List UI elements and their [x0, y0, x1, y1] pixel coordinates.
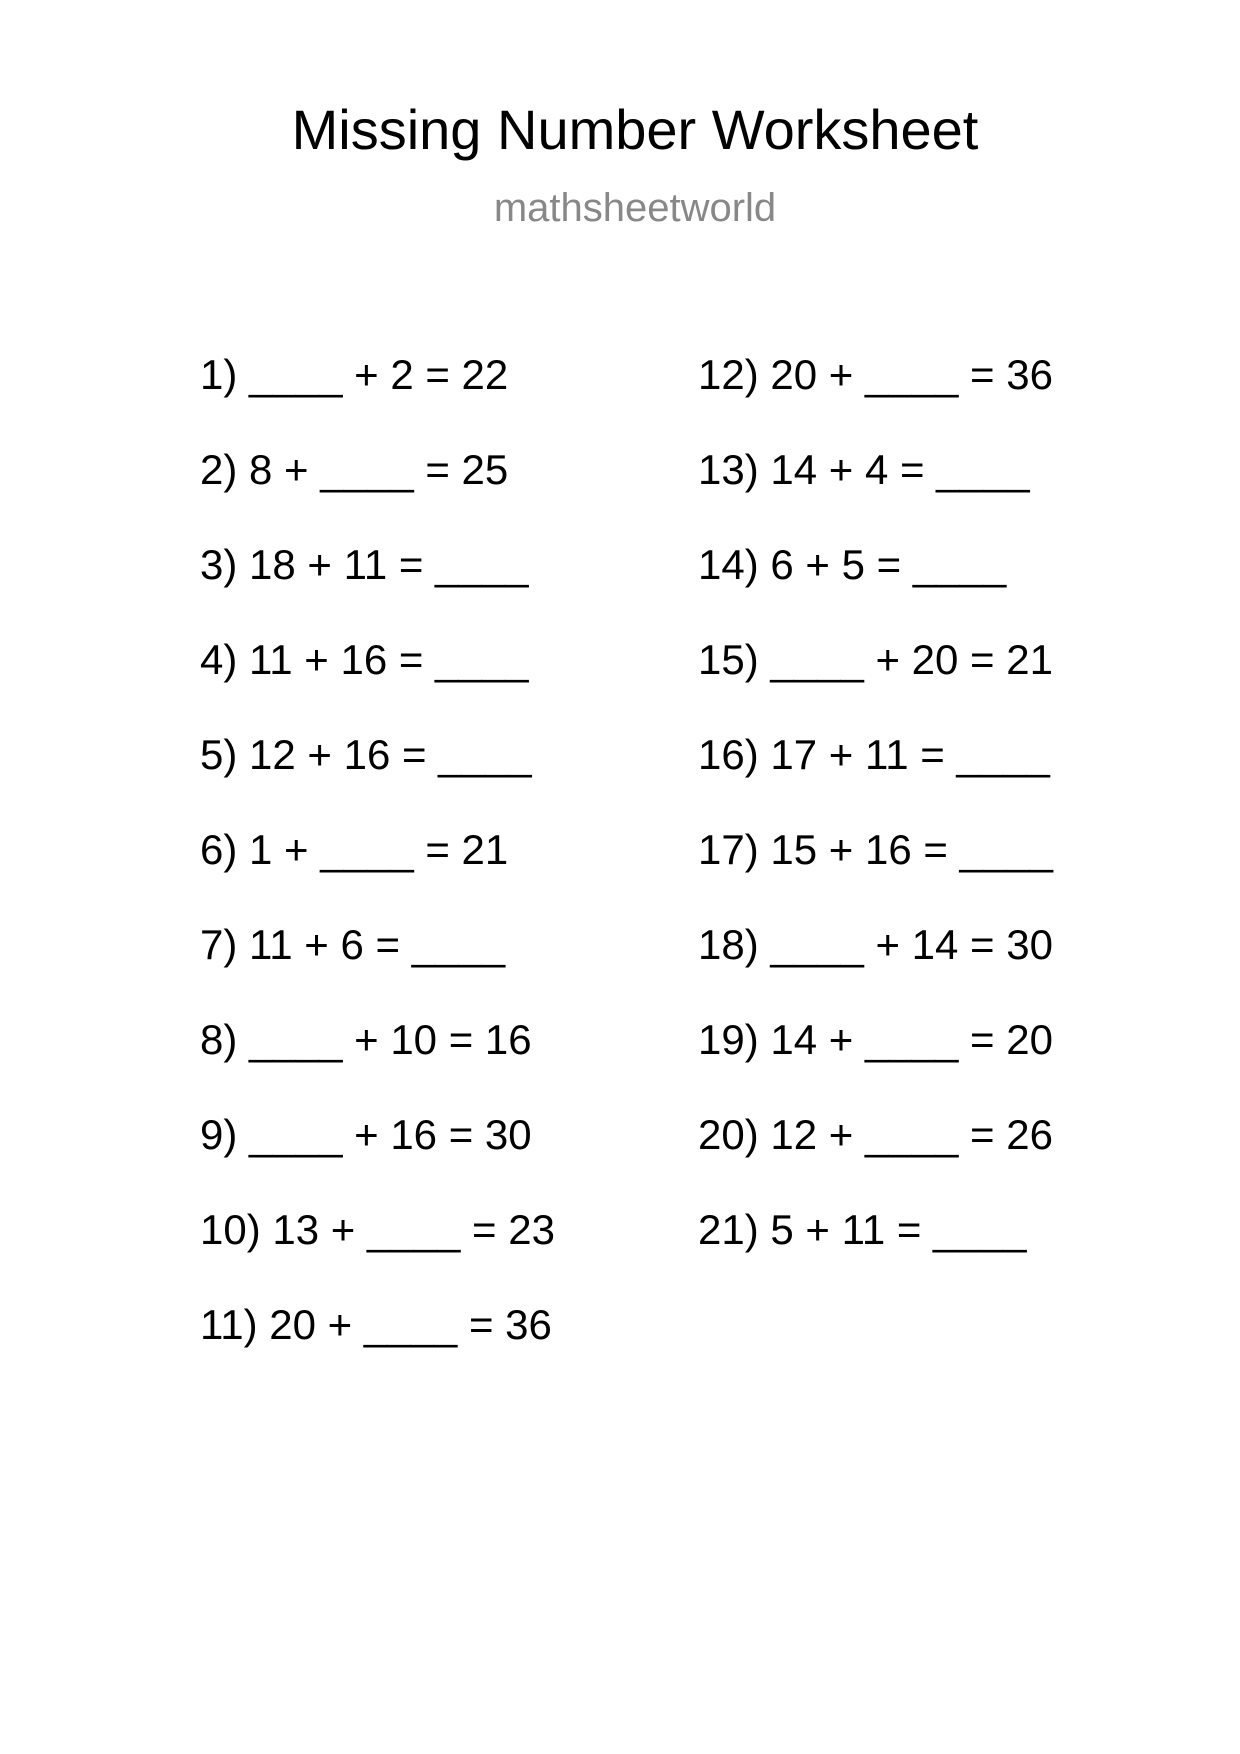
problem-15: 15) ____ + 20 = 21 — [698, 636, 1053, 683]
problems-right-column — [698, 350, 1053, 1300]
problem-5: 5) 12 + 16 = ____ — [200, 731, 532, 778]
problem-1: 1) ____ + 2 = 22 — [200, 351, 509, 398]
problem-3: 3) 18 + 11 = ____ — [200, 541, 529, 588]
problem-8: 8) ____ + 10 = 16 — [200, 1016, 532, 1063]
problems-left-column — [200, 350, 555, 1395]
problem-2: 2) 8 + ____ = 25 — [200, 446, 509, 493]
problem-7: 7) 11 + 6 = ____ — [200, 921, 506, 968]
page-subtitle: mathsheetworld — [493, 186, 777, 230]
problem-10: 10) 13 + ____ = 23 — [200, 1206, 555, 1253]
problem-4: 4) 11 + 16 = ____ — [200, 636, 529, 683]
problem-12: 12) 20 + ____ = 36 — [698, 351, 1053, 398]
problem-18: 18) ____ + 14 = 30 — [698, 921, 1053, 968]
problem-13: 13) 14 + 4 = ____ — [698, 446, 1030, 493]
problem-17: 17) 15 + 16 = ____ — [698, 826, 1053, 873]
problem-21: 21) 5 + 11 = ____ — [698, 1206, 1027, 1253]
problem-11: 11) 20 + ____ = 36 — [200, 1301, 552, 1348]
page-title: Missing Number Worksheet — [291, 98, 979, 161]
problem-20: 20) 12 + ____ = 26 — [698, 1111, 1053, 1158]
problem-16: 16) 17 + 11 = ____ — [698, 731, 1050, 778]
problem-14: 14) 6 + 5 = ____ — [698, 541, 1007, 588]
problem-6: 6) 1 + ____ = 21 — [200, 826, 509, 873]
problem-19: 19) 14 + ____ = 20 — [698, 1016, 1053, 1063]
problem-9: 9) ____ + 16 = 30 — [200, 1111, 532, 1158]
